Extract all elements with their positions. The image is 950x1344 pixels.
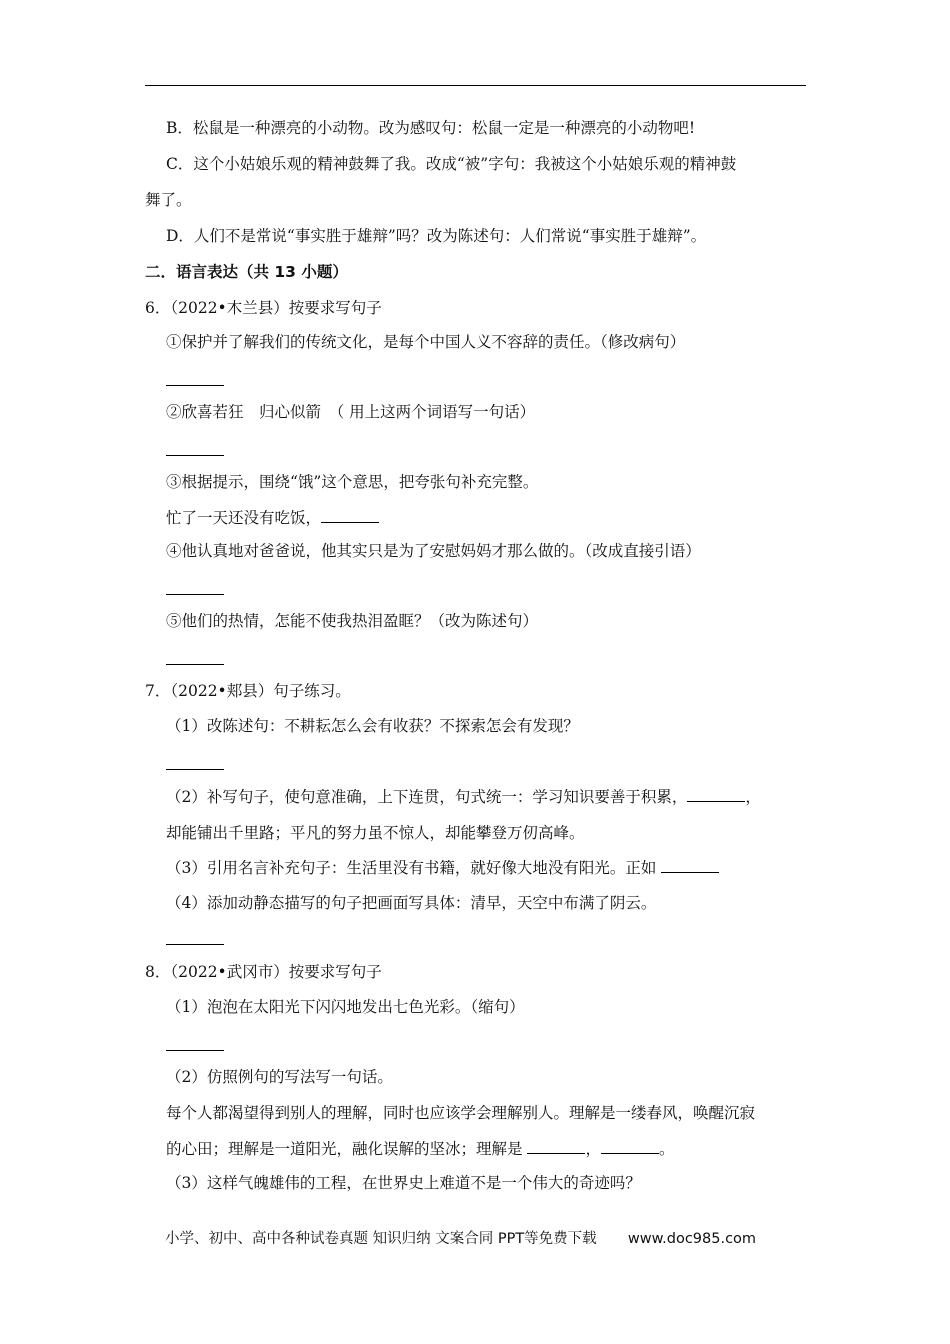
q8-item-2-example-line2 — [166, 1139, 674, 1159]
answer-blank[interactable] — [687, 787, 745, 802]
q6-header: 6．（2022•木兰县）按要求写句子 — [145, 299, 382, 317]
q8-item-2-example-line1: 每个人都渴望得到别人的理解，同时也应该学会理解别人。理解是一缕春风，唤醒沉寂 — [166, 1104, 756, 1122]
q7-item-2-comma: ， — [745, 788, 761, 806]
q6-item-3-prompt-text: 忙了一天还没有吃饭， — [166, 509, 322, 527]
answer-blank[interactable] — [661, 858, 719, 873]
q8-item-2-end: 。 — [658, 1140, 675, 1158]
q7-item-2-text: （2）补写句子，使句意准确，上下连贯，句式统一：学习知识要善于积累， — [166, 788, 688, 806]
q6-item-1: ①保护并了解我们的传统文化，是每个中国人义不容辞的责任。（修改病句） — [166, 333, 686, 351]
answer-blank[interactable] — [601, 1139, 659, 1154]
q6-item-5: ⑤他们的热情，怎能不使我热泪盈眶？（改为陈述句） — [166, 612, 539, 630]
answer-blank[interactable] — [166, 769, 224, 770]
q7-item-2-line2: 却能铺出千里路；平凡的努力虽不惊人，却能攀登万仞高峰。 — [166, 824, 585, 842]
answer-blank[interactable] — [166, 944, 224, 945]
q8-item-3: （3）这样气魄雄伟的工程，在世界史上难道不是一个伟大的奇迹吗？ — [166, 1174, 641, 1192]
q6-item-3-prompt — [166, 508, 379, 528]
q8-item-2: （2）仿照例句的写法写一句话。 — [166, 1068, 393, 1086]
answer-blank[interactable] — [166, 664, 224, 665]
option-b: B．松鼠是一种漂亮的小动物。改为感叹句：松鼠一定是一种漂亮的小动物吧! — [166, 119, 696, 137]
header-rule — [145, 85, 806, 86]
footer-text: 小学、初中、高中各种试卷真题 知识归纳 文案合同 PPT等免费下载 — [165, 1231, 597, 1247]
footer — [165, 1227, 756, 1248]
answer-blank[interactable] — [321, 508, 379, 523]
answer-blank[interactable] — [166, 455, 224, 456]
q7-item-3 — [166, 858, 719, 878]
q8-header: 8．（2022•武冈市）按要求写句子 — [145, 963, 382, 981]
q6-item-3: ③根据提示，围绕“饿”这个意思，把夸张句补充完整。 — [166, 473, 539, 491]
q8-item-2-separator: ， — [585, 1140, 601, 1158]
answer-blank[interactable] — [166, 594, 224, 595]
q8-item-1: （1）泡泡在太阳光下闪闪地发出七色光彩。（缩句） — [166, 998, 525, 1016]
q7-header: 7．（2022•郏县）句子练习。 — [145, 682, 351, 700]
footer-link[interactable]: www.doc985.com — [627, 1231, 757, 1247]
section-title: 二．语言表达（共 13 小题） — [145, 263, 348, 281]
option-c-line1: C．这个小姑娘乐观的精神鼓舞了我。改成“被”字句：我被这个小姑娘乐观的精神鼓 — [166, 155, 737, 173]
q7-item-2-line1 — [166, 787, 761, 807]
answer-blank[interactable] — [527, 1139, 585, 1154]
q7-item-1: （1）改陈述句：不耕耘怎么会有收获？不探索怎会有发现？ — [166, 717, 579, 735]
q7-item-4: （4）添加动静态描写的句子把画面写具体：清早，天空中布满了阴云。 — [166, 894, 657, 912]
q6-item-4: ④他认真地对爸爸说，他其实只是为了安慰妈妈才那么做的。（改成直接引语） — [166, 542, 701, 560]
option-c-line2: 舞了。 — [145, 191, 192, 209]
q6-item-2: ②欣喜若狂 归心似箭 （ 用上这两个词语写一句话） — [166, 403, 536, 421]
answer-blank[interactable] — [166, 385, 224, 386]
option-d: D．人们不是常说“事实胜于雄辩”吗？改为陈述句：人们常说“事实胜于雄辩”。 — [166, 227, 707, 245]
q7-item-3-text: （3）引用名言补充句子：生活里没有书籍，就好像大地没有阳光。正如 — [166, 859, 662, 877]
q8-item-2-example-text: 的心田；理解是一道阳光，融化误解的坚冰；理解是 — [166, 1140, 528, 1158]
answer-blank[interactable] — [166, 1050, 224, 1051]
